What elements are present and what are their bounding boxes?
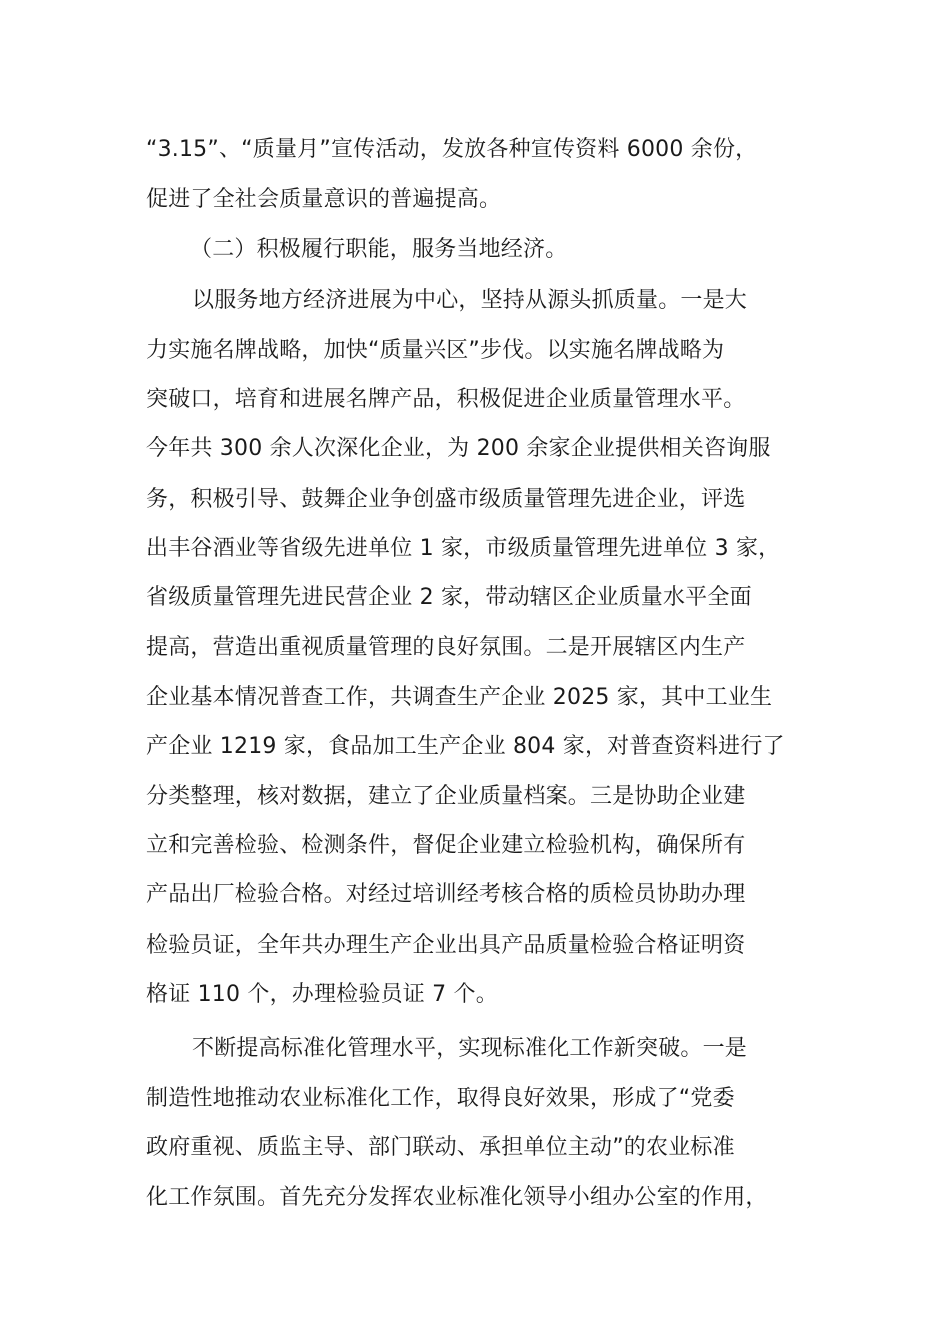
text-line: “3.15”、“质量月”宣传活动，发放各种宣传资料 6000 余份， bbox=[146, 137, 758, 162]
text-line: 化工作氛围。首先充分发挥农业标准化领导小组办公室的作用， bbox=[146, 1185, 768, 1210]
text-line: 省级质量管理先进民营企业 2 家，带动辖区企业质量水平全面 bbox=[146, 585, 752, 610]
text-line: 检验员证，全年共办理生产企业出具产品质量检验合格证明资 bbox=[146, 933, 746, 958]
text-line: 务，积极引导、鼓舞企业争创盛市级质量管理先进企业，评选 bbox=[146, 487, 746, 512]
text-line: 产品出厂检验合格。对经过培训经考核合格的质检员协助办理 bbox=[146, 882, 746, 907]
text-line: 不断提高标准化管理水平，实现标准化工作新突破。一是 bbox=[192, 1036, 748, 1061]
text-line: 今年共 300 余人次深化企业，为 200 余家企业提供相关咨询服 bbox=[146, 436, 771, 461]
text-line: 企业基本情况普查工作，共调查生产企业 2025 家，其中工业生 bbox=[146, 685, 773, 710]
text-line: 政府重视、质监主导、部门联动、承担单位主动”的农业标准 bbox=[146, 1135, 735, 1160]
text-line: 制造性地推动农业标准化工作，取得良好效果，形成了“党委 bbox=[146, 1086, 735, 1111]
text-line: 力实施名牌战略，加快“质量兴区”步伐。以实施名牌战略为 bbox=[146, 338, 725, 363]
text-line: 格证 110 个，办理检验员证 7 个。 bbox=[146, 982, 498, 1007]
text-line: 促进了全社会质量意识的普遍提高。 bbox=[146, 187, 502, 212]
text-line: 突破口，培育和进展名牌产品，积极促进企业质量管理水平。 bbox=[146, 387, 746, 412]
text-line: 出丰谷酒业等省级先进单位 1 家，市级质量管理先进单位 3 家， bbox=[146, 536, 781, 561]
text-line: 分类整理，核对数据，建立了企业质量档案。三是协助企业建 bbox=[146, 784, 746, 809]
section-heading: （二）积极履行职能，服务当地经济。 bbox=[190, 237, 568, 262]
text-line: 立和完善检验、检测条件，督促企业建立检验机构，确保所有 bbox=[146, 833, 746, 858]
text-line: 产企业 1219 家，食品加工生产企业 804 家，对普查资料进行了 bbox=[146, 734, 785, 759]
text-line: 以服务地方经济进展为中心，坚持从源头抓质量。一是大 bbox=[192, 288, 748, 313]
text-line: 提高，营造出重视质量管理的良好氛围。二是开展辖区内生产 bbox=[146, 635, 746, 660]
